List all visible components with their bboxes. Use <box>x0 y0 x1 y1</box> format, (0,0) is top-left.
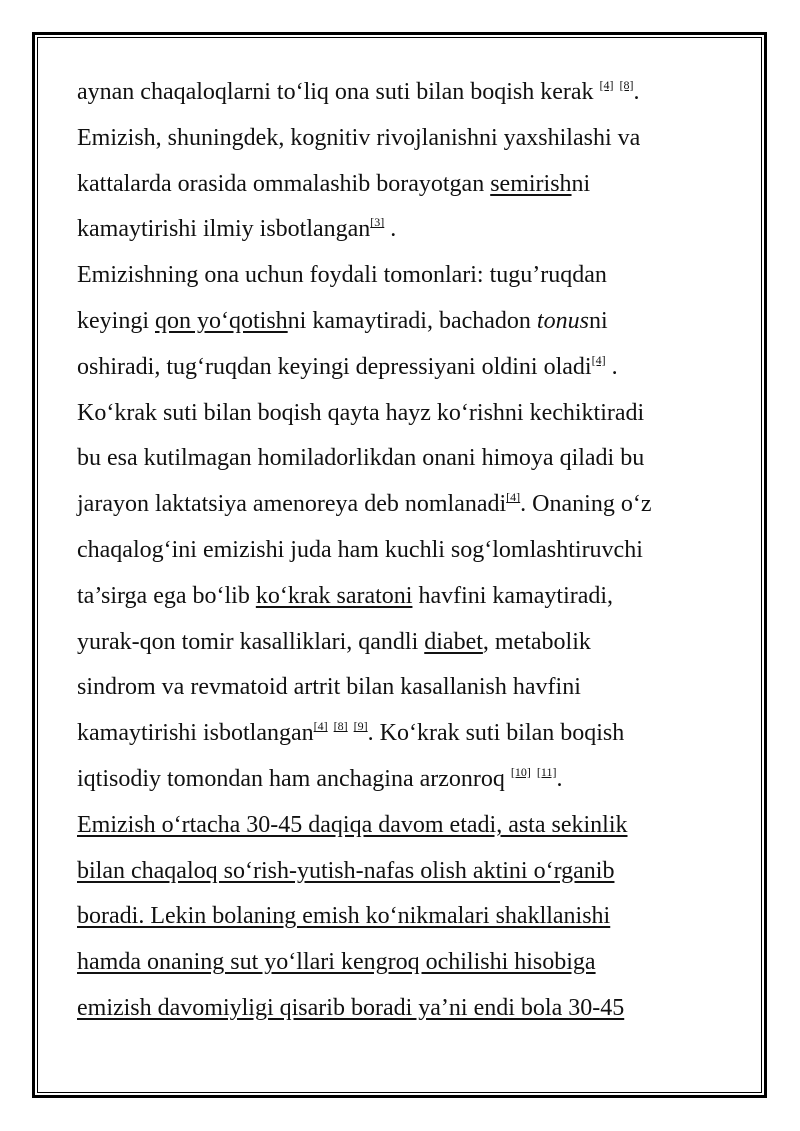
text-segment: Emizishning ona uchun foydali tomonlari: tugu’ruqdan <box>77 262 607 289</box>
underlined-text: Emizish o‘rtacha 30-45 daqiqa davom etadi, asta sekinlik <box>77 811 628 838</box>
text-line <box>77 624 757 670</box>
citation-link[interactable]: [4] <box>599 78 614 92</box>
text-segment: ta’sirga ega bo‘lib <box>77 582 256 609</box>
citation-link[interactable]: [10] <box>510 764 531 779</box>
text-segment: oshiradi, tug‘ruqdan keyingi depressiyani oldini oladi <box>77 353 592 380</box>
text-line <box>77 349 757 395</box>
citation-link[interactable]: [4] <box>313 719 328 734</box>
text-line <box>77 715 757 761</box>
text-segment: sindrom va revmatoid artrit bilan kasallanish havfini <box>77 674 581 701</box>
text-line <box>77 898 757 944</box>
citation-link[interactable]: [9] <box>353 719 368 734</box>
text-segment: bu esa kutilmagan homiladorlikdan onani himoya qiladi bu <box>77 445 645 472</box>
text-line <box>77 440 757 486</box>
text-segment: , metabolik <box>482 628 591 655</box>
text-line <box>77 532 757 578</box>
underlined-text: diabet <box>424 628 483 655</box>
text-line <box>77 578 757 624</box>
text-segment: . <box>384 216 397 243</box>
text-segment: jarayon laktatsiya amenoreya deb nomlanadi <box>77 491 507 518</box>
text-segment: yurak-qon tomir kasalliklari, qandli <box>77 628 425 655</box>
underlined-text: emizish davomiyligi qisarib boradi ya’ni endi bola 30-45 <box>77 994 625 1021</box>
citation-link[interactable]: [4] <box>506 490 521 505</box>
text-segment: Ko‘krak suti bilan boqish qayta hayz ko‘rishni kechiktiradi <box>77 399 645 426</box>
text-segment: keyingi <box>77 307 155 334</box>
text-segment: chaqalog‘ini emizishi juda ham kuchli sog‘lomlashtiruvchi <box>77 536 643 563</box>
text-line <box>77 257 757 303</box>
text-segment: havfini kamaytiradi, <box>412 582 614 609</box>
text-line <box>77 807 757 853</box>
underlined-text: hamda onaning sut yo‘llari kengroq ochilishi hisobiga <box>77 949 596 976</box>
text-segment: . <box>633 79 640 105</box>
text-segment: kamaytirishi isbotlangan <box>77 720 314 747</box>
text-segment: iqtisodiy tomondan ham anchagina arzonroq <box>77 765 511 792</box>
text-line <box>77 211 757 257</box>
text-line <box>77 853 757 899</box>
citation-link[interactable]: [8] <box>619 78 634 92</box>
text-segment: aynan chaqaloqlarni to‘liq ona suti bilan boqish kerak <box>77 79 600 105</box>
document-body <box>77 74 757 1036</box>
text-line <box>77 990 757 1036</box>
text-line <box>77 120 757 166</box>
citation-link[interactable]: [4] <box>591 352 606 367</box>
citation-link[interactable]: [11] <box>536 764 557 779</box>
text-line <box>77 761 757 807</box>
underlined-text: ko‘krak saratoni <box>255 582 413 609</box>
text-segment: ni kamaytiradi, bachadon <box>287 307 537 334</box>
underlined-text: qon yo‘qotish <box>155 307 288 334</box>
underlined-text: bilan chaqaloq so‘rish-yutish-nafas olish aktini o‘rganib <box>77 857 615 884</box>
text-segment: Emizish, shuningdek, kognitiv rivojlanishni yaxshilashi va <box>77 124 641 151</box>
citation-link[interactable]: [8] <box>333 719 348 734</box>
text-segment: ni <box>571 170 591 197</box>
text-segment: kattalarda orasida ommalashib borayotgan <box>77 170 491 197</box>
text-segment: . <box>556 765 563 792</box>
citation-link[interactable]: [3] <box>370 215 385 230</box>
text-segment: ni <box>588 307 608 334</box>
underlined-text: semirish <box>490 170 572 197</box>
text-segment: . <box>605 353 618 380</box>
text-segment: tonus <box>536 307 589 334</box>
text-line <box>77 395 757 441</box>
text-segment: . Ko‘krak suti bilan boqish <box>367 720 625 747</box>
text-line <box>77 486 757 532</box>
text-line <box>77 74 757 120</box>
text-line <box>77 944 757 990</box>
text-line <box>77 303 757 349</box>
text-line <box>77 166 757 212</box>
text-segment: kamaytirishi ilmiy isbotlangan <box>77 216 371 243</box>
underlined-text: boradi. Lekin bolaning emish ko‘nikmalari shakllanishi <box>77 903 611 930</box>
text-segment: . Onaning o‘z <box>520 491 652 518</box>
text-line <box>77 669 757 715</box>
